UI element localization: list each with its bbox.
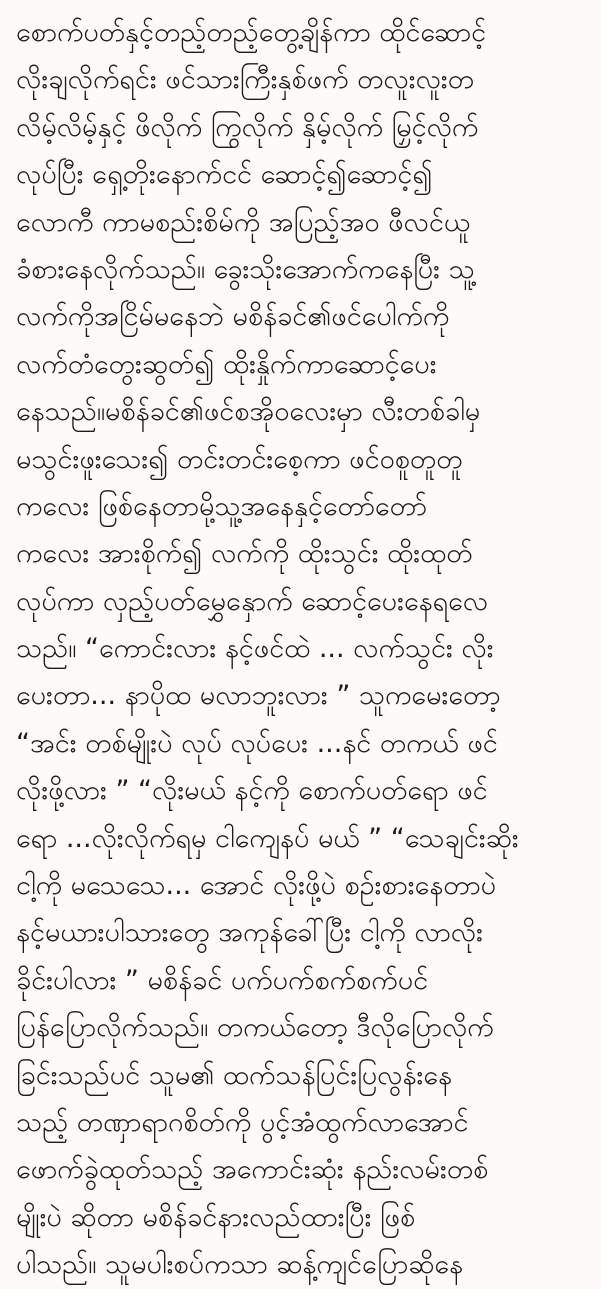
text-line: လောကီ ကာမစည်းစိမ်ကို အပြည့်အဝ ဖီလင်ယူ bbox=[16, 206, 471, 238]
text-line: “အင်း တစ်မျိုးပဲ လုပ် လုပ်ပေး ...နင် တကယ် ဖင် bbox=[16, 727, 498, 759]
text-line: လက်တံတွေးဆွတ်၍ ထိုးနှိုက်ကာဆောင့်ပေး bbox=[16, 348, 437, 380]
text-line: ကလေး ဖြစ်နေတာမို့သူ့အနေနှင့်တော်တော် bbox=[16, 490, 427, 522]
text-line: ပါသည်။ သူမပါးစပ်ကသာ ဆန့်ကျင်ပြောဆိုနေ bbox=[16, 1249, 463, 1281]
text-line: စောက်ပတ်နှင့်တည့်တည့်တွေ့ချိန်ကာ ထိုင်ဆောင့် bbox=[16, 17, 487, 48]
text-line: ရော ...လိုးလိုက်ရမှ ငါကျေနပ် မယ် ” “သေချင်းဆိုး bbox=[16, 822, 519, 854]
text-line: သည့် တဏှာရာဂစိတ်ကို ပွင့်အံထွက်လာအောင် bbox=[16, 1106, 469, 1138]
text-line: မသွင်းဖူးသေး၍ တင်းတင်းစေ့ကာ ဖင်ဝစူတူတူ bbox=[16, 443, 463, 475]
text-line: ခြင်းသည်ပင် သူမ၏ ထက်သန်ပြင်းပြလွန်းနေ bbox=[16, 1059, 452, 1091]
text-line: မျိုးပဲ ဆိုတာ မစိန်ခင်နားလည်ထားပြီး ဖြစ် bbox=[16, 1201, 416, 1233]
text-line: ကလေး အားစိုက်၍ လက်ကို ထိုးသွင်း ထိုးထုတ် bbox=[16, 538, 473, 570]
article-text bbox=[16, 0, 596, 1289]
text-line: သည်။ “ကောင်းလား နင့်ဖင်ထဲ ... လက်သွင်း လိုး bbox=[16, 633, 494, 665]
text-line: နေသည်။မစိန်ခင်၏ဖင်စအိုဝလေးမှာ လီးတစ်ခါမှ bbox=[16, 396, 481, 428]
text-line: ခံစားနေလိုက်သည်။ ခွေးသိုးအောက်ကနေပြီး သူ့ bbox=[16, 253, 475, 285]
text-line: နင့်မယားပါသားတွေ အကုန်ခေါ်ပြီး ငါ့ကို လာလိုး bbox=[16, 917, 483, 949]
text-line: လုပ်ကာ လှည့်ပတ်မွှေနှောက် ဆောင့်ပေးနေရလေ bbox=[16, 585, 489, 617]
text-line: ပေးတာ... နာပိုထ မလာဘူးလား ” သူကမေးတော့ bbox=[16, 680, 501, 712]
text-line: လိမ့်လိမ့်နှင့် ဖိလိုက် ကြွလိုက် နှိမ့်လိုက် မြှင့်လိုက် bbox=[16, 111, 479, 143]
text-line: ဖောက်ခွဲထုတ်သည့် အကောင်းဆုံး နည်းလမ်းတစ် bbox=[16, 1154, 489, 1186]
text-line: လိုးဖို့လား ” “လိုးမယ် နင့်ကို စောက်ပတ်ရော ဖင် bbox=[16, 775, 488, 807]
text-line: လက်ကိုအငြိမ်မနေဘဲ မစိန်ခင်၏ဖင်ပေါက်ကို bbox=[16, 301, 450, 333]
text-line: ပြန်ပြောလိုက်သည်။ တကယ်တော့ ဒီလိုပြောလိုက် bbox=[16, 1012, 494, 1044]
text-line: လိုးချလိုက်ရင်း ဖင်သားကြီးနှစ်ဖက် တလူးလူးတ bbox=[16, 64, 475, 96]
text-line: ငါ့ကို မသေသေ... အောင် လိုးဖို့ပဲ စဉ်းစားနေတာပဲ bbox=[16, 870, 497, 902]
text-line: ခိုင်းပါလား ” မစိန်ခင် ပက်ပက်စက်စက်ပင် bbox=[16, 964, 429, 996]
text-line: လုပ်ပြီး ရှေ့တိုးနောက်ငင် ဆောင့်၍ဆောင့်၍ bbox=[16, 159, 433, 191]
